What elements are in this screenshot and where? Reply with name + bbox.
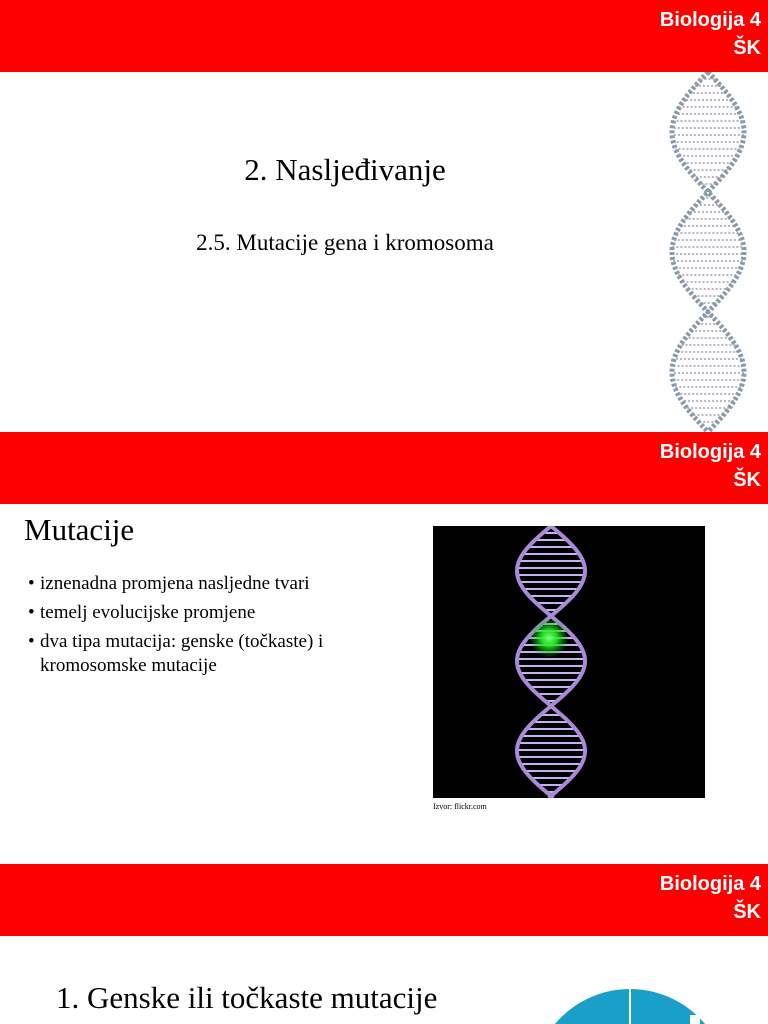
bullet-list: [28, 572, 408, 683]
slide-mutations: [0, 432, 768, 864]
brand-label: Biologija 4 ŠK: [659, 9, 761, 59]
bullet-item: • dva tipa mutacija: genske (točkaste) i kromosomske mutacije: [28, 630, 408, 678]
pie-chart-icon: [520, 977, 740, 1024]
lesson-subtitle: 2.5. Mutacije gena i kromosoma: [196, 230, 494, 255]
header-banner: [0, 864, 768, 936]
section-title: 1. Genske ili točkaste mutacije: [56, 980, 438, 1015]
slide-title: [0, 0, 768, 432]
header-banner: [0, 0, 768, 72]
image-caption: Izvor: flickr.com: [433, 802, 487, 811]
dna-photo: [433, 526, 705, 798]
slide-point-mutations: [0, 864, 768, 1024]
dna-helix-icon: [636, 72, 768, 432]
header-banner: [0, 432, 768, 504]
bullet-item: • temelj evolucijske promjene: [28, 601, 408, 625]
bullet-item: • iznenadna promjena nasljedne tvari: [28, 572, 408, 596]
brand-label: Biologija 4 ŠK: [659, 873, 761, 923]
brand-label: Biologija 4 ŠK: [659, 441, 761, 491]
slide-heading: Mutacije: [24, 512, 135, 547]
dna-helix-glow-icon: [433, 526, 705, 798]
chapter-title: 2. Nasljeđivanje: [244, 152, 446, 187]
